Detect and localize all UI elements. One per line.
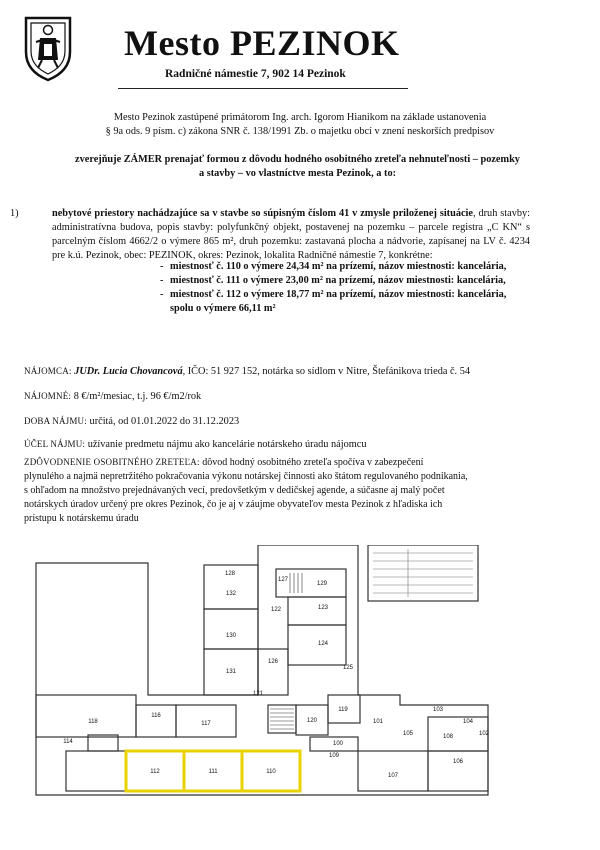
item-body <box>52 207 530 263</box>
intro-line: Mesto Pezinok zastúpené primátorom Ing. arch. Igorom Hianikom na základe ustanovenia <box>113 112 487 123</box>
room-label: 104 <box>462 719 474 725</box>
rent-label: NÁJOMNÉ: <box>24 391 72 401</box>
plan-wall <box>36 695 136 737</box>
reason-line: notárskych úradov určený pre okres Pezinok, čo je aj v záujme obyvateľov mesta Pezinok z hľadiska ich <box>24 499 443 510</box>
plan-wall <box>258 649 288 695</box>
room-label: 131 <box>225 669 237 675</box>
duration-label: DOBA NÁJMU: <box>24 416 87 426</box>
room-text: miestnosť č. 111 o výmere 23,00 m² na prízemí, názov miestnosti: kancelária, <box>170 275 506 286</box>
announcement <box>20 153 575 181</box>
plan-wall <box>66 751 126 791</box>
announcement-line: zverejňuje ZÁMER prenajať formou z dôvodu hodného osobitného zreteľa nehnuteľnosti – pozemky <box>75 154 520 165</box>
room-text: miestnosť č. 110 o výmere 24,34 m² na prízemí, názov miestnosti: kancelária, <box>170 261 507 272</box>
purpose-label: ÚČEL NÁJMU: <box>24 439 86 449</box>
room-label: 111 <box>208 769 218 775</box>
room-list <box>160 260 530 316</box>
room-label: 101 <box>372 719 384 725</box>
room-entry: - miestnosť č. 112 o výmere 18,77 m² na prízemí, názov miestnosti: kancelária, <box>160 288 530 302</box>
item-number: 1) <box>10 208 19 219</box>
room-label: 107 <box>387 773 399 779</box>
room-label: 124 <box>317 641 329 647</box>
room-label: 110 <box>266 769 276 775</box>
rent-line <box>24 389 201 404</box>
plan-wall <box>136 705 176 737</box>
tenant-details: , IČO: 51 927 152, notárka so sídlom v Nitre, Štefánikova trieda č. 54 <box>182 366 470 377</box>
room-label: 116 <box>151 713 161 719</box>
plan-wall <box>204 609 258 649</box>
plan-wall <box>368 545 478 601</box>
plan-wall <box>276 569 346 597</box>
room-label: 127 <box>277 577 289 583</box>
intro-paragraph <box>40 111 560 139</box>
total-area: spolu o výmere 66,11 m² <box>170 303 276 314</box>
room-label: 118 <box>88 719 98 725</box>
floor-plan <box>28 545 588 807</box>
plan-wall <box>288 597 346 625</box>
room-label: 106 <box>452 759 464 765</box>
room-label: 126 <box>267 659 279 665</box>
room-label: 105 <box>402 731 414 737</box>
purpose-value: užívanie predmetu nájmu ako kancelárie notárskeho úradu nájomcu <box>87 439 367 450</box>
room-label: 119 <box>338 707 348 713</box>
item-bold-text: nebytové priestory nachádzajúce sa v stavbe so súpisným číslom 41 v zmysle priloženej situácie <box>52 208 473 219</box>
reason-line: plynulého a najmä nepretržitého pokračovania výkonu notárskej činnosti ako štátom regulovaného podnikania, <box>24 471 468 482</box>
purpose-line <box>24 437 366 452</box>
reason-line: ZDÔVODNENIE OSOBITNÉHO ZRETEĽA: dôvod hodný osobitného zreteľa spočíva v zabezpečení <box>24 457 424 468</box>
room-label: 129 <box>316 581 328 587</box>
room-label: 112 <box>150 769 160 775</box>
room-label: 123 <box>317 605 329 611</box>
reason-line: s ohľadom na množstvo prejednávaných vecí, predovšetkým v dedičskej agende, a súčasne aj malý počet <box>24 485 445 496</box>
tenant-line <box>24 364 470 379</box>
tenant-label: NÁJOMCA: <box>24 366 72 376</box>
rent-value: 8 €/m²/mesiac, t.j. 96 €/m2/rok <box>73 391 202 402</box>
room-label: 125 <box>342 665 354 671</box>
room-label: 122 <box>270 607 282 613</box>
room-entry: - miestnosť č. 110 o výmere 24,34 m² na prízemí, názov miestnosti: kancelária, <box>160 260 530 274</box>
room-label: 103 <box>432 707 444 713</box>
room-label: 121 <box>252 691 264 697</box>
room-entry: - miestnosť č. 111 o výmere 23,00 m² na prízemí, názov miestnosti: kancelária, <box>160 274 530 288</box>
intro-line: § 9a ods. 9 písm. c) zákona SNR č. 138/1991 Zb. o majetku obcí v znení neskorších predpisov <box>105 126 495 137</box>
room-label: 108 <box>442 734 454 740</box>
room-label: 117 <box>201 721 211 727</box>
room-label: 132 <box>225 591 237 597</box>
reason-paragraph <box>24 455 524 526</box>
address: Radničné námestie 7, 902 14 Pezinok <box>165 68 346 80</box>
coat-of-arms-emblem <box>22 14 74 82</box>
property-item <box>10 207 530 263</box>
announcement-line: a stavby – vo vlastníctve mesta Pezinok, a to: <box>198 168 397 179</box>
header-divider <box>118 88 408 89</box>
plan-wall <box>358 751 428 791</box>
item-text: , druh stavby: administratívna budova, popis stavby: polyfunkčný objekt, postavenej na pozemku – parcele registra „C KN“ s parcelným číslom 4662/2 o výmere 865 m², druh pozemku: zastavaná plocha a nádvorie, zapísanej na LV č. 4234 pre k.ú. Pezinok, obec: PEZINOK, okres: Pezinok, lokalita Radničné námestie 7, konkrétne: <box>52 208 530 261</box>
room-text: miestnosť č. 112 o výmere 18,77 m² na prízemí, názov miestnosti: kancelária, <box>170 289 507 300</box>
duration-value: určitá, od 01.01.2022 do 31.12.2023 <box>89 416 240 427</box>
room-label: 120 <box>306 718 318 724</box>
room-label: 100 <box>332 741 344 747</box>
room-label: 130 <box>225 633 237 639</box>
room-label: 102 <box>478 731 490 737</box>
tenant-name: JUDr. Lucia Chovancová <box>74 366 183 377</box>
reason-line: prístupu k notárskemu úradu <box>24 513 139 524</box>
room-label: 114 <box>63 739 73 745</box>
duration-line <box>24 414 239 429</box>
plan-outline <box>36 545 488 795</box>
document-title: Mesto PEZINOK <box>124 23 400 63</box>
room-label: 109 <box>328 753 340 759</box>
reason-label: ZDÔVODNENIE OSOBITNÉHO ZRETEĽA: <box>24 457 200 467</box>
room-label: 128 <box>224 571 236 577</box>
plan-wall <box>428 751 488 791</box>
